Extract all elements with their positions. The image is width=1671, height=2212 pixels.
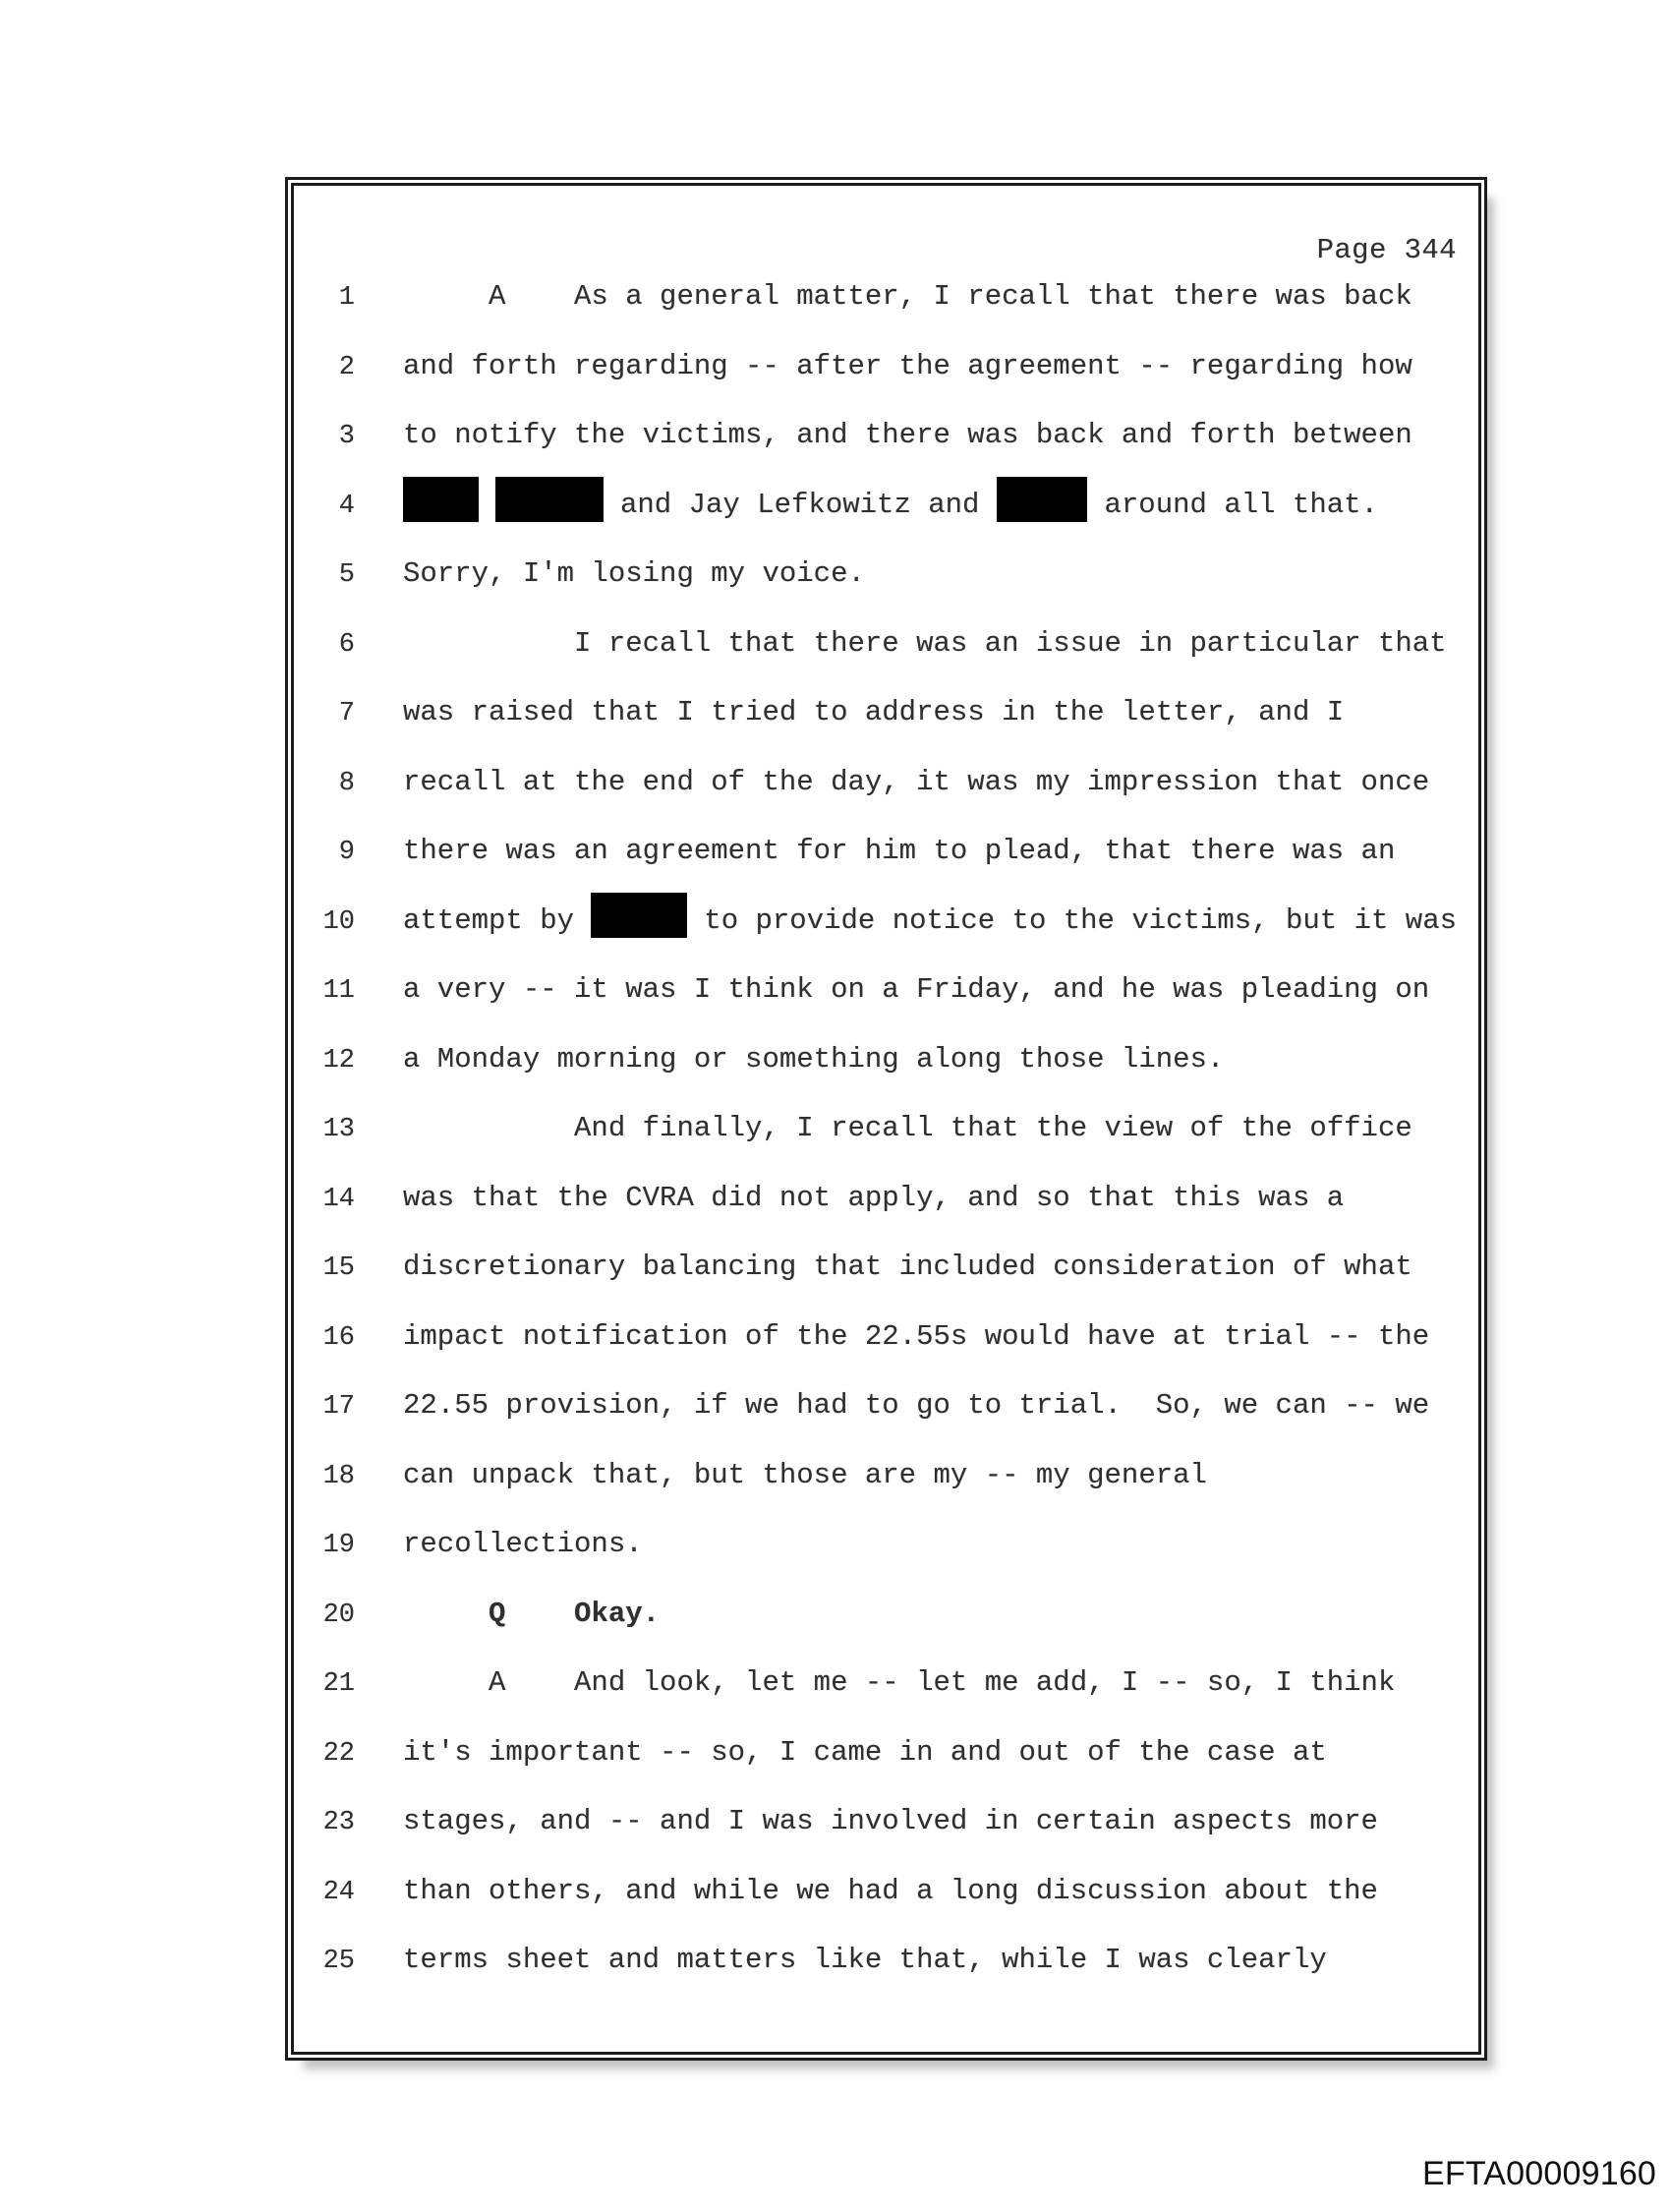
text-segment: 22.55 provision, if we had to go to trial. So, we can -- we: [403, 1389, 1430, 1422]
transcript-line: [294, 262, 1478, 332]
line-text: [403, 1025, 1224, 1095]
text-segment: recollections.: [403, 1528, 643, 1560]
text-segment: impact notification of the 22.55s would have at trial -- the: [403, 1319, 1430, 1353]
redaction-box: [997, 477, 1087, 522]
text-segment: discretionary balancing that included consideration of what: [403, 1251, 1412, 1283]
line-number: 5: [338, 560, 355, 590]
transcript-line: [294, 1233, 1478, 1303]
text-segment: [403, 1598, 489, 1630]
transcript-line: [294, 956, 1478, 1025]
transcript-lines: [294, 262, 1478, 1996]
transcript-line: [294, 1649, 1478, 1718]
line-number: 13: [322, 1115, 355, 1144]
redaction-box: [591, 893, 686, 938]
transcript-line: [294, 610, 1478, 679]
text-segment: there was an agreement for him to plead, that there was an: [403, 835, 1396, 867]
redaction-box: [403, 477, 479, 522]
line-text: [403, 1510, 643, 1580]
line-number: 24: [322, 1877, 355, 1907]
text-segment: And finally, I recall that the view of the office: [403, 1112, 1412, 1144]
line-text: [403, 887, 1457, 957]
text-segment: than others, and while we had a long discussion about the: [403, 1874, 1378, 1907]
text-segment: to provide notice to the victims, but it was: [686, 903, 1458, 937]
line-text: [403, 1303, 1429, 1372]
transcript-line: [294, 678, 1478, 748]
line-number: 22: [322, 1738, 355, 1769]
bates-number: EFTA00009160: [1422, 2155, 1657, 2192]
text-segment: Q: [489, 1597, 506, 1630]
line-text: [403, 332, 1412, 402]
line-number: 7: [338, 699, 355, 728]
line-text: [403, 1649, 1395, 1718]
line-text: [403, 540, 865, 610]
transcript-line: [294, 1094, 1478, 1164]
line-number: 8: [338, 768, 355, 798]
line-number: 17: [322, 1392, 355, 1422]
text-segment: A And look, let me -- let me add, I -- so, I think: [403, 1666, 1396, 1699]
line-number: 10: [322, 906, 355, 937]
transcript-line: [294, 887, 1478, 957]
line-number: 20: [322, 1600, 355, 1630]
line-text: [403, 1371, 1429, 1441]
line-text: [403, 471, 1378, 541]
transcript-line: [294, 1164, 1478, 1234]
line-text: [403, 1926, 1327, 1996]
text-segment: attempt by: [403, 903, 592, 937]
line-text: [403, 1857, 1378, 1927]
line-text: [403, 678, 1344, 748]
text-segment: to notify the victims, and there was back and forth between: [403, 419, 1412, 451]
text-segment: recall at the end of the day, it was my impression that once: [403, 765, 1430, 798]
line-number: 2: [338, 352, 355, 382]
line-text: [403, 1718, 1327, 1788]
transcript-line: [294, 332, 1478, 402]
line-number: 9: [338, 838, 355, 867]
text-segment: I recall that there was an issue in particular that: [403, 626, 1447, 660]
line-number: 19: [322, 1531, 355, 1560]
transcript-line: [294, 1718, 1478, 1788]
line-number: 11: [322, 976, 355, 1006]
line-text: [403, 956, 1429, 1025]
line-number: 6: [338, 629, 355, 660]
line-text: [403, 1164, 1344, 1234]
line-text: [403, 1233, 1412, 1303]
line-number: 15: [322, 1253, 355, 1283]
transcript-frame: [285, 177, 1487, 2061]
transcript-line: [294, 1441, 1478, 1511]
text-segment: a Monday morning or something along those lines.: [403, 1042, 1225, 1076]
transcript-line: [294, 471, 1478, 541]
line-number: 14: [322, 1184, 355, 1214]
line-number: 16: [322, 1322, 355, 1353]
text-segment: A As a general matter, I recall that there was back: [403, 280, 1412, 313]
text-segment: it's important -- so, I came in and out of the case at: [403, 1735, 1327, 1769]
line-number: 23: [322, 1808, 355, 1837]
page-number-label: Page 344: [1316, 234, 1457, 266]
text-segment: [479, 489, 495, 521]
line-text: [403, 610, 1447, 679]
line-number: 18: [322, 1461, 355, 1491]
text-segment: was raised that I tried to address in the letter, and I: [403, 696, 1345, 728]
line-text: [403, 401, 1412, 471]
line-number: 25: [322, 1947, 355, 1976]
text-segment: terms sheet and matters like that, while I was clearly: [403, 1944, 1327, 1976]
text-segment: was that the CVRA did not apply, and so that this was a: [403, 1181, 1345, 1214]
text-segment: [505, 1598, 574, 1630]
transcript-line: [294, 1371, 1478, 1441]
text-segment: Okay.: [574, 1597, 661, 1630]
line-number: 21: [322, 1669, 355, 1699]
transcript-line: [294, 401, 1478, 471]
transcript-line: [294, 1787, 1478, 1857]
text-segment: a very -- it was I think on a Friday, and he was pleading on: [403, 973, 1430, 1006]
line-text: [403, 1580, 660, 1650]
transcript-line: [294, 540, 1478, 610]
text-segment: and forth regarding -- after the agreement -- regarding how: [403, 349, 1412, 382]
text-segment: can unpack that, but those are my -- my general: [403, 1458, 1207, 1491]
line-text: [403, 1441, 1207, 1511]
transcript-line: [294, 1580, 1478, 1650]
line-number: 1: [338, 283, 355, 313]
text-segment: and Jay Lefkowitz and: [603, 488, 997, 521]
line-number: 3: [338, 422, 355, 451]
line-text: [403, 1094, 1412, 1164]
transcript-line: [294, 1857, 1478, 1927]
line-text: [403, 1787, 1378, 1857]
transcript-line: [294, 1926, 1478, 1996]
line-text: [403, 748, 1429, 818]
text-segment: stages, and -- and I was involved in certain aspects more: [403, 1805, 1378, 1837]
line-text: [403, 262, 1412, 332]
line-number: 12: [322, 1045, 355, 1076]
transcript-line: [294, 817, 1478, 887]
text-segment: around all that.: [1087, 488, 1378, 521]
text-segment: Sorry, I'm losing my voice.: [403, 557, 865, 590]
transcript-line: [294, 1025, 1478, 1095]
line-text: [403, 817, 1395, 887]
transcript-line: [294, 1303, 1478, 1372]
transcript-line: [294, 748, 1478, 818]
transcript-line: [294, 1510, 1478, 1580]
line-number: 4: [338, 491, 355, 521]
redaction-box: [495, 477, 604, 522]
